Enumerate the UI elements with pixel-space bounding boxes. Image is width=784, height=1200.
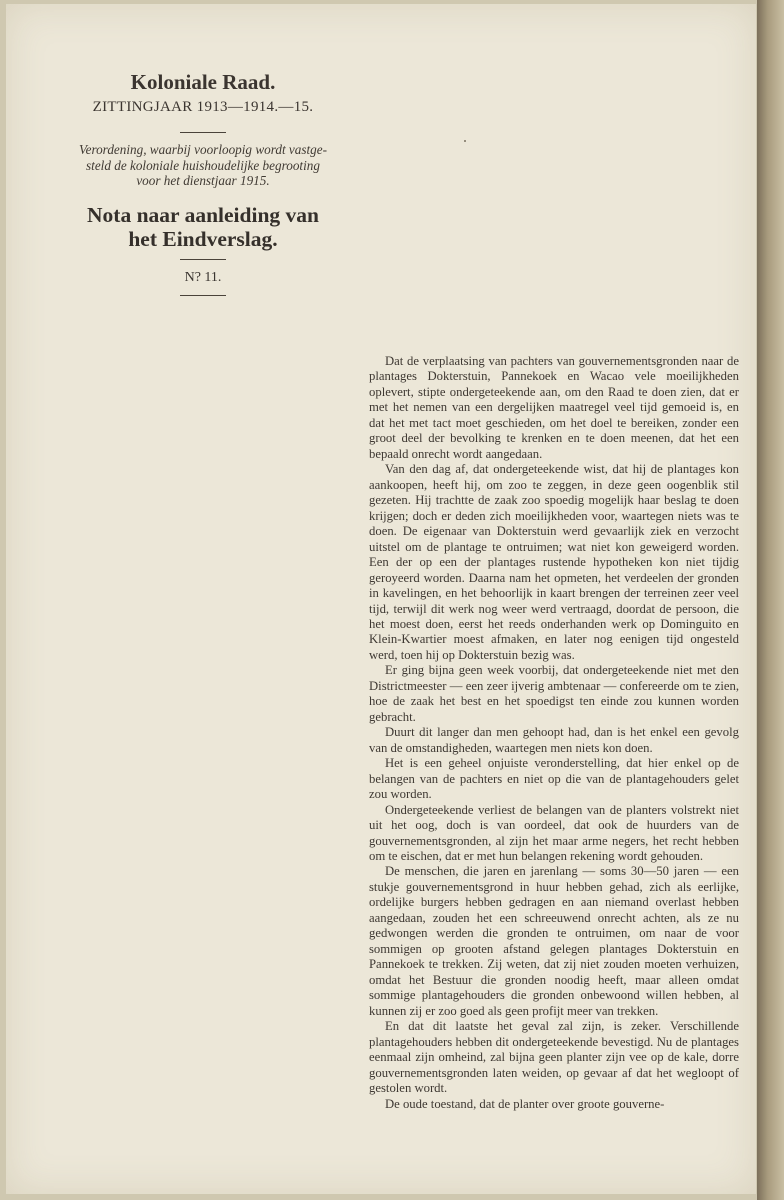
print-speck <box>464 140 466 142</box>
page-edge <box>757 0 784 1200</box>
paragraph: En dat dit laatste het geval zal zijn, is zeker. Verschillende plantagehouders hebben dit ondergeteekende bevestigd. Nu de plantages eenmaal zijn omheind, zal bijna geen planter zijn vee op de kale, dorre gouvernementsgronden laten weiden, op gevaar af dat het wegloopt of gestolen wordt. <box>369 1019 739 1096</box>
council-title: Koloniale Raad. <box>130 70 276 94</box>
paragraph: De menschen, die jaren en jarenlang — soms 30—50 jaren — een stukje gouvernementsgrond in huur hebben gehad, zich als eerlijke, ordelijke burgers hebben gedragen en aan niemand overlast hebben aangedaan, zouden het een schreeuwend onrecht achten, als ze nu gedwongen werden die gronden te ontruimen, om naar de voor sommigen op grooten afstand gelegen plantages Dokterstuin en Pannekoek te trekken. Zij weten, dat zij niet zouden moeten verhuizen, omdat het Bestuur die gronden noodig heeft, maar alleen omdat sommige plantagehouders die gronden onbewoond willen hebben, al kunnen zij er zoo goed als geen profijt meer van trekken. <box>369 864 739 1018</box>
body-text <box>369 354 739 1112</box>
heading-line: het Eindverslag. <box>128 226 278 251</box>
subject-line: Verordening, waarbij voorloopig wordt vastge- <box>79 142 327 157</box>
divider <box>180 132 226 133</box>
paragraph: Ondergeteekende verliest de belangen van de planters volstrekt niet uit het oog, doch is van oordeel, dat ook de huurders van de gouvernementsgronden, al zijn het maar arme negers, het recht hebben om te eischen, dat er met hun belangen rekening wordt gehouden. <box>369 802 739 863</box>
subject-line: steld de koloniale huishoudelijke begrooting <box>86 157 320 173</box>
paragraph: De oude toestand, dat de planter over groote gouverne- <box>385 1096 665 1111</box>
ordinance-subject <box>58 142 348 189</box>
heading-line: Nota naar aanleiding van <box>87 202 319 227</box>
paragraph: Er ging bijna geen week voorbij, dat ondergeteekende niet met den Districtmeester — een zeer ijverig ambtenaar — confereerde om te zien, hoe de zaak het best en het spoedigst ten einde zou kunnen worden gebracht. <box>369 663 739 724</box>
subject-line: voor het dienstjaar 1915. <box>136 173 270 188</box>
paragraph: Dat de verplaatsing van pachters van gouvernementsgronden naar de plantages Dokterstuin, Pannekoek en Wacao vele moeilijkheden oplevert, stipte ondergeteekende aan, om den Raad te doen zien, dat er met het nemen van een dergelijken maatregel veel tijd gemoeid is, en dat het met tact moet geschieden, om het doel te bereiken, zonder een groot deel der bevolking te krenken en te doen meenen, dat het een bepaald onrecht wordt aangedaan. <box>369 354 739 461</box>
divider <box>180 295 226 296</box>
paragraph: Van den dag af, dat ondergeteekende wist, dat hij de plantages kon aankoopen, heeft hij, om zoo te zeggen, in deze geen oogenblik stil gezeten. Hij trachtte de zaak zoo spoedig mogelijk haar beslag te doen krijgen; doch er deden zich moeilijkheden voor, waartegen niets was te doen. De eigenaar van Dokterstuin werd gevaarlijk ziek en verzocht uitstel om de plantage te ontruimen; wat niet kon geweigerd worden. Een der op een der plantages rustende hypotheken kon niet tijdig geroyeerd worden. Daarna nam het opmeten, het verdeelen der gronden in kavelingen, en het behoorlijk in kaart brengen der terreinen zeer veel tijd, terwijl dit werk nog weer werd vertraagd, doordat de persoon, die het moest doen, eerst het reeds onderhanden werk op Dominguito en Klein-Kwartier moest afmaken, en later nog eenigen tijd ongesteld werd, toen hij op Dokterstuin bezig was. <box>369 462 739 662</box>
divider <box>180 259 226 260</box>
paragraph: Duurt dit langer dan men gehoopt had, dan is het enkel een gevolg van de omstandigheden, waartegen men niets kon doen. <box>369 725 739 755</box>
session-year: ZITTINGJAAR 1913—1914.—15. <box>92 99 314 115</box>
paragraph: Het is een geheel onjuiste veronderstelling, dat hier enkel op de belangen van de pachters en niet op die van de plantagehouders gelet zou worden. <box>369 756 739 802</box>
document-number: N? 11. <box>184 269 222 285</box>
document-heading <box>58 203 348 251</box>
header-block <box>58 70 348 296</box>
